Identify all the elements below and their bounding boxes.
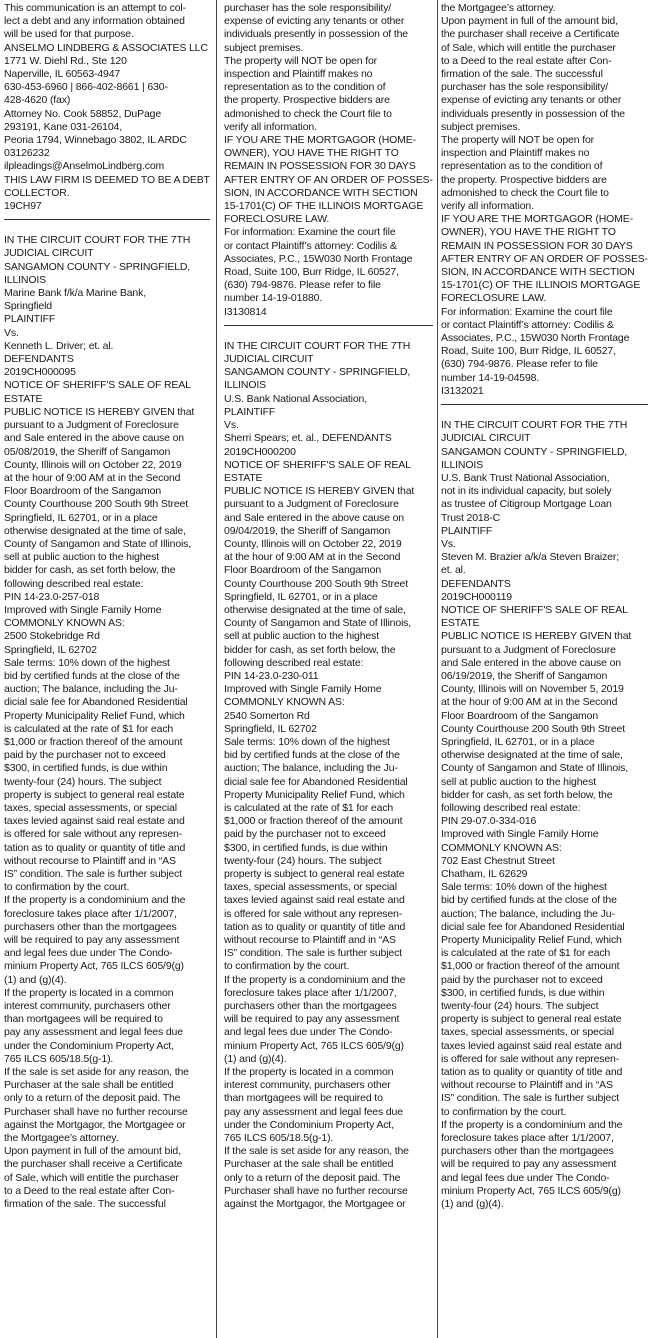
notice-line: SANGAMON COUNTY - SPRINGFIELD, — [4, 260, 191, 273]
notice-line: without recourse to Plaintiff and in “AS — [441, 1079, 613, 1092]
notice-line: is offered for sale without any represen- — [4, 828, 183, 841]
notice-line: purchaser has the sole responsibility/ — [224, 2, 392, 14]
notice-line: to a Deed to the real estate after Con- — [4, 1184, 175, 1197]
notice-line: otherwise designated at the time of sale, — [224, 603, 406, 616]
notice-line: minium Property Act, 765 ILCS 605/9(g) — [4, 960, 184, 973]
notice-line: IF YOU ARE THE MORTGAGOR (HOME- — [224, 134, 416, 147]
notice-line: sell at public auction to the highest — [224, 630, 379, 643]
notice-line: JUDICIAL CIRCUIT — [4, 247, 94, 260]
notice-line: number 14-19-01880. — [224, 292, 323, 305]
notice-line: If the property is located in a common — [224, 1066, 394, 1079]
notice-line: will be used for that purpose. — [4, 28, 134, 41]
notice-line: PUBLIC NOTICE IS HEREBY GIVEN that — [4, 405, 195, 418]
notice-line: to confirmation by the court. — [4, 881, 130, 894]
notice-line: 15-1701(C) OF THE ILLINOIS MORTGAGE — [224, 200, 424, 213]
notice-line: COMMONLY KNOWN AS: — [4, 617, 125, 630]
notice-line: Property Municipality Relief Fund, which — [224, 788, 405, 801]
notice-line: ilpleadings@AnselmoLindberg.com — [4, 160, 165, 173]
notice-line: Property Municipality Relief Fund, which — [441, 934, 622, 947]
notice-line: at the hour of 9:00 AM at in the Second — [224, 551, 401, 564]
notice-separator — [441, 404, 648, 405]
notice-line: Springfield, IL 62701, or in a place — [4, 511, 158, 524]
notice-line: FORECLOSURE LAW. — [441, 292, 547, 305]
notice-line: the property. Prospective bidders are — [224, 94, 390, 107]
notice-line: at the hour of 9:00 AM at in the Second — [441, 696, 618, 709]
notice-line: twenty-four (24) hours. The subject — [224, 854, 382, 867]
notice-line: will be required to pay any assessment — [4, 934, 180, 947]
notice-line: $1,000 or fraction thereof of the amount — [441, 960, 620, 973]
notice-line: ESTATE — [441, 617, 480, 630]
notice-line: Improved with Single Family Home — [441, 828, 599, 841]
notice-line: Floor Boardroom of the Sangamon — [441, 709, 599, 722]
notice-line: taxes, special assessments, or special — [224, 881, 397, 894]
notice-line: under the Condominium Property Act, — [224, 1118, 394, 1131]
notice-line: 2500 Stokebridge Rd — [4, 630, 100, 643]
notice-line: I3130814 — [224, 305, 267, 318]
notice-line: IN THE CIRCUIT COURT FOR THE 7TH — [224, 339, 411, 352]
notice-line: If the property is a condominium and the — [441, 1118, 623, 1131]
notice-line: otherwise designated at the time of sale, — [441, 749, 623, 762]
notice-line: Springfield — [4, 300, 52, 313]
notice-line: tation as to quality or quantity of title and — [224, 920, 406, 933]
notice-line: Associates, P.C., 15W030 North Frontage — [224, 252, 413, 265]
notice-line: Sale terms: 10% down of the highest — [441, 881, 607, 894]
notice-line: property is subject to general real estate — [441, 1013, 622, 1026]
notice-line: The property will NOT be open for — [224, 54, 378, 67]
notice-line: will be required to pay any assessment — [441, 1158, 617, 1171]
notice-line: PLAINTIFF — [441, 524, 493, 537]
notice-line: Vs. — [224, 419, 239, 432]
notice-line: ILLINOIS — [4, 273, 46, 286]
notice-line: ESTATE — [224, 471, 263, 484]
notice-line: inspection and Plaintiff makes no — [224, 68, 373, 81]
notice-line: pursuant to a Judgment of Foreclosure — [4, 419, 179, 432]
notice-line: PIN 14-23.0-230-011 — [224, 669, 319, 682]
column-2 — [224, 2, 433, 1336]
notice-line: bid by certified funds at the close of the — [224, 749, 400, 762]
notice-line: 1771 W. Diehl Rd., Ste 120 — [4, 54, 127, 67]
notice-line: 765 ILCS 605/18.5(g-1). — [4, 1052, 114, 1065]
notice-line: under the Condominium Property Act, — [4, 1039, 174, 1052]
notice-line: 06/19/2019, the Sheriff of Sangamon — [441, 669, 608, 682]
notice-line: THIS LAW FIRM IS DEEMED TO BE A DEBT — [4, 173, 210, 186]
notice-line: 630-453-6960 | 866-402-8661 | 630- — [4, 81, 168, 94]
notice-line: County, Illinois will on October 22, 2019 — [224, 537, 402, 550]
notice-line: and Sale entered in the above cause on — [441, 656, 621, 669]
notice-line: If the property is a condominium and the — [224, 973, 406, 986]
notice-line: following described real estate: — [441, 801, 581, 814]
notice-line: minium Property Act, 765 ILCS 605/9(g) — [224, 1039, 404, 1052]
notice-line: individuals presently in possession of the — [441, 107, 625, 120]
notice-line: verify all information. — [441, 200, 534, 213]
notice-line: only to a return of the deposit paid. The — [4, 1092, 181, 1105]
notice-line: Peoria 1794, Winnebago 3802, IL ARDC — [4, 134, 187, 147]
notice-line: taxes, special assessments, or special — [441, 1026, 614, 1039]
notice-line: SION, IN ACCORDANCE WITH SECTION — [441, 266, 635, 279]
notice-line: expense of evicting any tenants or other — [441, 94, 622, 107]
notice-line: property is subject to general real estate — [4, 788, 185, 801]
notice-line: sell at public auction to the highest — [441, 775, 596, 788]
notice-line: This communication is an attempt to col- — [4, 2, 186, 14]
notice-line: Road, Suite 100, Burr Ridge, IL 60527, — [441, 345, 616, 358]
notice-line: against the Mortgagor, the Mortgagee or — [4, 1118, 186, 1131]
notice-line: purchasers other than the mortgagees — [224, 1000, 397, 1013]
notice-line: AFTER ENTRY OF AN ORDER OF POSSES- — [224, 173, 433, 186]
notice-line: The property will NOT be open for — [441, 134, 595, 147]
notice-line: (630) 794-9876. Please refer to file — [224, 279, 381, 292]
notice-line: Road, Suite 100, Burr Ridge, IL 60527, — [224, 266, 399, 279]
notice-line: (1) and (g)(4). — [441, 1198, 504, 1211]
notice-line: Property Municipality Relief Fund, which — [4, 709, 185, 722]
notice-line: Chatham, IL 62629 — [441, 868, 528, 880]
notice-line: 2540 Somerton Rd — [224, 709, 310, 722]
notice-line: and Sale entered in the above cause on — [224, 511, 404, 524]
notice-line: dicial sale fee for Abandoned Residential — [441, 920, 625, 933]
notice-line: Upon payment in full of the amount bid, — [441, 15, 618, 28]
notice-line: County of Sangamon and State of Illinois, — [4, 537, 192, 550]
notice-line: twenty-four (24) hours. The subject — [441, 1000, 599, 1013]
notice-line: 03126232 — [4, 147, 50, 160]
notice-line: Upon payment in full of the amount bid, — [4, 1145, 181, 1158]
notice-line: is offered for sale without any represen- — [441, 1052, 620, 1065]
notice-line: is offered for sale without any represen- — [224, 907, 403, 920]
notice-line: bidder for cash, as set forth below, the — [4, 564, 176, 577]
notice-line: will be required to pay any assessment — [224, 1013, 400, 1026]
notice-line: If the property is located in a common — [4, 986, 174, 999]
notice-line: DEFENDANTS — [441, 577, 511, 590]
notice-line: County, Illinois will on October 22, 2019 — [4, 458, 182, 471]
notice-line: subject premises. — [441, 120, 521, 133]
notice-line: pursuant to a Judgment of Foreclosure — [441, 643, 616, 656]
notice-line: taxes, special assessments, or special — [4, 801, 177, 814]
notice-line: paid by the purchaser not to exceed — [4, 749, 166, 762]
notice-line: Purchaser at the sale shall be entitled — [4, 1079, 174, 1092]
notice-line: OWNER), YOU HAVE THE RIGHT TO — [441, 226, 616, 239]
column-3 — [441, 2, 648, 1336]
notice-line: 765 ILCS 605/18.5(g-1). — [224, 1132, 334, 1145]
notice-line: than mortgagees will be required to — [4, 1013, 163, 1026]
notice-line: admonished to check the Court file to — [441, 186, 609, 199]
notice-line: taxes levied against said real estate and — [4, 815, 185, 828]
notice-block — [441, 2, 648, 398]
notice-line: 2019CH000200 — [224, 445, 296, 458]
notice-line: (1) and (g)(4). — [224, 1052, 287, 1065]
notice-block — [4, 234, 210, 1211]
notice-line: interest community, purchasers other — [224, 1079, 391, 1092]
notice-line: of Sale, which will entitle the purchaser — [441, 41, 616, 54]
notice-line: interest community, purchasers other — [4, 1000, 171, 1013]
notice-line: minium Property Act, 765 ILCS 605/9(g) — [441, 1184, 621, 1197]
notice-line: to confirmation by the court. — [441, 1105, 567, 1118]
notice-line: REMAIN IN POSSESSION FOR 30 DAYS — [224, 160, 416, 173]
notice-line: only to a return of the deposit paid. The — [224, 1171, 401, 1184]
notice-line: otherwise designated at the time of sale, — [4, 524, 186, 537]
notice-line: representation as to the condition of — [441, 160, 603, 173]
notice-line: verify all information. — [224, 120, 317, 133]
notice-line: Purchaser shall have no further recourse — [224, 1184, 408, 1197]
notice-line: is calculated at the rate of $1 for each — [441, 947, 611, 960]
notice-line: Trust 2018-C — [441, 511, 501, 524]
notice-line: OWNER), YOU HAVE THE RIGHT TO — [224, 147, 399, 160]
notice-line: 2019CH000095 — [4, 366, 76, 379]
notice-line: the purchaser shall receive a Certificate — [441, 28, 620, 41]
notice-line: PLAINTIFF — [224, 405, 276, 418]
notice-line: IF YOU ARE THE MORTGAGOR (HOME- — [441, 213, 633, 226]
notice-line: paid by the purchaser not to exceed — [441, 973, 603, 986]
notice-line: foreclosure takes place after 1/1/2007, — [441, 1132, 614, 1145]
notice-line: auction; The balance, including the Ju- — [441, 907, 615, 920]
notice-line: the Mortgagee’s attorney. — [4, 1132, 119, 1145]
notice-line: For information: Examine the court file — [441, 305, 613, 318]
notice-line: County of Sangamon and State of Illinois, — [224, 617, 412, 630]
notice-line: firmation of the sale. The successful — [4, 1198, 166, 1211]
notice-line: admonished to check the Court file to — [224, 107, 392, 120]
notice-line: ESTATE — [4, 392, 43, 405]
notice-line: COMMONLY KNOWN AS: — [441, 841, 562, 854]
notice-line: than mortgagees will be required to — [224, 1092, 383, 1105]
notice-line: IN THE CIRCUIT COURT FOR THE 7TH — [441, 419, 628, 432]
notice-line: $1,000 or fraction thereof of the amount — [224, 815, 403, 828]
notice-line: dicial sale fee for Abandoned Residential — [224, 775, 408, 788]
notice-separator — [224, 325, 433, 326]
notice-line: as trustee of Citigroup Mortgage Loan — [441, 498, 612, 511]
notice-line: and Sale entered in the above cause on — [4, 432, 184, 445]
notice-line: auction; The balance, including the Ju- — [224, 762, 398, 775]
notice-line: Marine Bank f/k/a Marine Bank, — [4, 287, 146, 300]
notice-line: AFTER ENTRY OF AN ORDER OF POSSES- — [441, 252, 648, 265]
notice-line: is calculated at the rate of $1 for each — [4, 722, 174, 735]
notice-block — [441, 419, 648, 1211]
notice-line: Sale terms: 10% down of the highest — [4, 656, 170, 669]
notice-line: Sale terms: 10% down of the highest — [224, 735, 390, 748]
notice-line: purchasers other than the mortgagees — [441, 1145, 614, 1158]
notice-line: If the property is a condominium and the — [4, 894, 186, 907]
notice-line: $1,000 or fraction thereof of the amount — [4, 735, 183, 748]
notice-line: IN THE CIRCUIT COURT FOR THE 7TH — [4, 234, 191, 247]
notice-line: 15-1701(C) OF THE ILLINOIS MORTGAGE — [441, 279, 641, 292]
notice-line: SANGAMON COUNTY - SPRINGFIELD, — [224, 366, 411, 379]
notice-line: 702 East Chestnut Street — [441, 854, 555, 867]
notice-line: against the Mortgagor, the Mortgagee or — [224, 1198, 406, 1211]
notice-line: If the sale is set aside for any reason, the — [224, 1145, 409, 1158]
notice-line: County Courthouse 200 South 9th Street — [4, 498, 189, 511]
notice-line: twenty-four (24) hours. The subject — [4, 775, 162, 788]
notice-line: inspection and Plaintiff makes no — [441, 147, 590, 160]
notice-line: Naperville, IL 60563-4947 — [4, 68, 121, 81]
notice-line: 293191, Kane 031-26104, — [4, 120, 122, 133]
notice-line: SION, IN ACCORDANCE WITH SECTION — [224, 186, 418, 199]
notice-line: REMAIN IN POSSESSION FOR 30 DAYS — [441, 239, 633, 252]
notice-line: SANGAMON COUNTY - SPRINGFIELD, — [441, 445, 628, 458]
notice-line: County Courthouse 200 South 9th Street — [441, 722, 626, 735]
notice-line: Springfield, IL 62702 — [4, 643, 97, 656]
notice-line: ILLINOIS — [224, 379, 266, 392]
column-1 — [4, 2, 210, 1336]
notice-line: subject premises. — [224, 41, 304, 54]
notice-line: NOTICE OF SHERIFF'S SALE OF REAL — [441, 603, 628, 616]
column-divider — [216, 0, 217, 1338]
notice-line: pay any assessment and legal fees due — [4, 1026, 183, 1039]
notice-line: $300, in certified funds, is due within — [224, 841, 388, 854]
notice-line: to a Deed to the real estate after Con- — [441, 54, 612, 67]
notice-block — [224, 340, 433, 1211]
notice-line: IS” condition. The sale is further subject — [224, 947, 402, 960]
notice-line: without recourse to Plaintiff and in “AS — [4, 854, 176, 867]
notice-line: Attorney No. Cook 58852, DuPage — [4, 107, 162, 120]
notice-line: taxes levied against said real estate and — [224, 894, 405, 907]
notice-line: at the hour of 9:00 AM at in the Second — [4, 471, 181, 484]
notice-line: U.S. Bank Trust National Association, — [441, 471, 610, 484]
notice-line: purchaser has the sole responsibility/ — [441, 81, 609, 94]
notice-line: or contact Plaintiff’s attorney: Codilis & — [224, 239, 397, 252]
notice-line: tation as to quality or quantity of title and — [441, 1066, 623, 1079]
notice-line: is calculated at the rate of $1 for each — [224, 801, 394, 814]
notice-line: et. al. — [441, 564, 466, 577]
notice-line: pursuant to a Judgment of Foreclosure — [224, 498, 399, 511]
notice-line: following described real estate: — [4, 577, 144, 590]
notice-line: expense of evicting any tenants or other — [224, 15, 405, 28]
notice-line: individuals presently in possession of the — [224, 28, 408, 41]
notice-line: COLLECTOR. — [4, 186, 70, 199]
notice-line: NOTICE OF SHERIFF'S SALE OF REAL — [224, 458, 411, 471]
notice-line: Improved with Single Family Home — [4, 603, 162, 616]
notice-line: dicial sale fee for Abandoned Residential — [4, 696, 188, 709]
notice-line: or contact Plaintiff’s attorney: Codilis & — [441, 318, 614, 331]
notice-line: Purchaser at the sale shall be entitled — [224, 1158, 394, 1171]
notice-line: If the sale is set aside for any reason, the — [4, 1066, 189, 1079]
notice-line: NOTICE OF SHERIFF'S SALE OF REAL — [4, 379, 191, 392]
notice-line: and legal fees due under The Condo- — [441, 1171, 610, 1184]
notice-line: lect a debt and any information obtained — [4, 15, 185, 28]
notice-line: COMMONLY KNOWN AS: — [224, 696, 345, 709]
notice-line: Associates, P.C., 15W030 North Frontage — [441, 332, 630, 345]
notice-line: foreclosure takes place after 1/1/2007, — [4, 907, 177, 920]
notice-line: Purchaser shall have no further recourse — [4, 1105, 188, 1118]
notice-line: Sherri Spears; et. al., DEFENDANTS — [224, 432, 392, 445]
notice-line: JUDICIAL CIRCUIT — [441, 432, 531, 445]
notice-line: representation as to the condition of — [224, 81, 386, 94]
notice-line: 05/08/2019, the Sheriff of Sangamon — [4, 445, 171, 458]
notice-line: Floor Boardroom of the Sangamon — [4, 485, 162, 498]
notice-line: 428-4620 (fax) — [4, 94, 71, 107]
notice-line: foreclosure takes place after 1/1/2007, — [224, 986, 397, 999]
notice-line: IS” condition. The sale is further subject — [441, 1092, 619, 1105]
notice-line: and legal fees due under The Condo- — [224, 1026, 393, 1039]
notice-line: County of Sangamon and State of Illinois, — [441, 762, 629, 775]
notice-line: the Mortgagee’s attorney. — [441, 2, 556, 14]
notice-line: not in its individual capacity, but solely — [441, 485, 612, 498]
notice-line: bid by certified funds at the close of the — [441, 894, 617, 907]
notice-line: U.S. Bank National Association, — [224, 392, 368, 405]
notice-line: of Sale, which will entitle the purchaser — [4, 1171, 179, 1184]
notice-line: without recourse to Plaintiff and in “AS — [224, 934, 396, 947]
notice-line: to confirmation by the court. — [224, 960, 350, 973]
notice-line: PLAINTIFF — [4, 313, 56, 326]
notice-line: Floor Boardroom of the Sangamon — [224, 564, 382, 577]
notice-line: bidder for cash, as set forth below, the — [224, 643, 396, 656]
notice-line: (1) and (g)(4). — [4, 973, 67, 986]
notice-line: number 14-19-04598. — [441, 371, 540, 384]
notice-line: following described real estate: — [224, 656, 364, 669]
notice-line: PIN 14-23.0-257-018 — [4, 590, 100, 603]
notice-line: JUDICIAL CIRCUIT — [224, 353, 314, 366]
notice-line: tation as to quality or quantity of title and — [4, 841, 186, 854]
notice-block — [4, 2, 210, 213]
notice-line: FORECLOSURE LAW. — [224, 213, 330, 226]
notice-line: bidder for cash, as set forth below, the — [441, 788, 613, 801]
notice-line: $300, in certified funds, is due within — [441, 986, 605, 999]
notice-line: County, Illinois will on November 5, 2019 — [441, 683, 624, 696]
notice-line: bid by certified funds at the close of the — [4, 669, 180, 682]
notice-line: For information: Examine the court file — [224, 226, 396, 239]
notice-line: PIN 29-07.0-334-016 — [441, 815, 537, 828]
notice-line: $300, in certified funds, is due within — [4, 762, 168, 775]
notice-line: I3132021 — [441, 384, 484, 397]
notice-line: IS” condition. The sale is further subject — [4, 868, 182, 880]
notice-line: taxes levied against said real estate and — [441, 1039, 622, 1052]
notice-line: and legal fees due under The Condo- — [4, 947, 173, 960]
notice-line: purchasers other than the mortgagees — [4, 920, 177, 933]
notice-line: Vs. — [441, 537, 456, 550]
notice-block — [224, 2, 433, 319]
notice-line: PUBLIC NOTICE IS HEREBY GIVEN that — [224, 485, 415, 498]
notice-line: Springfield, IL 62701, or in a place — [441, 735, 595, 748]
notice-line: 2019CH000119 — [441, 590, 512, 603]
notice-line: Springfield, IL 62701, or in a place — [224, 590, 378, 603]
notice-line: ANSELMO LINDBERG & ASSOCIATES LLC — [4, 41, 208, 54]
notice-line: property is subject to general real estate — [224, 868, 405, 880]
notice-line: the property. Prospective bidders are — [441, 173, 607, 186]
notice-line: Improved with Single Family Home — [224, 683, 382, 696]
notice-line: paid by the purchaser not to exceed — [224, 828, 386, 841]
notice-line: the purchaser shall receive a Certificate — [4, 1158, 183, 1171]
notice-line: 19CH97 — [4, 200, 42, 213]
notice-line: Vs. — [4, 326, 19, 339]
notice-line: pay any assessment and legal fees due — [224, 1105, 403, 1118]
notice-line: Steven M. Brazier a/k/a Steven Braizer; — [441, 551, 619, 564]
notice-line: Springfield, IL 62702 — [224, 722, 317, 735]
notice-separator — [4, 219, 210, 220]
notice-line: ILLINOIS — [441, 458, 483, 471]
column-divider — [437, 0, 438, 1338]
notice-line: PUBLIC NOTICE IS HEREBY GIVEN that — [441, 630, 632, 643]
notice-line: County Courthouse 200 South 9th Street — [224, 577, 409, 590]
notice-line: (630) 794-9876. Please refer to file — [441, 358, 598, 371]
notice-line: Kenneth L. Driver; et. al. — [4, 339, 114, 352]
notice-line: DEFENDANTS — [4, 353, 74, 366]
notice-line: 09/04/2019, the Sheriff of Sangamon — [224, 524, 391, 537]
notice-line: auction; The balance, including the Ju- — [4, 683, 178, 696]
notice-line: sell at public auction to the highest — [4, 551, 159, 564]
notice-line: firmation of the sale. The successful — [441, 68, 603, 81]
